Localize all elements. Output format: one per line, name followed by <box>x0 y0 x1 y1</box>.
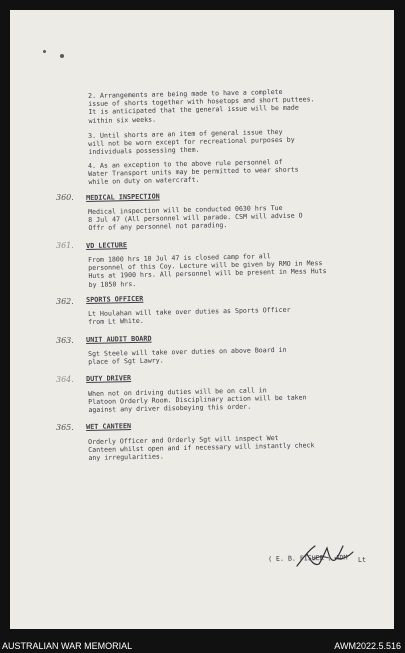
item-body: Sgt Steele will take over duties on above Board in place of Sgt Lawry. <box>88 345 287 367</box>
item-number: 363. <box>56 336 74 345</box>
punch-hole-mark <box>43 50 46 53</box>
paragraph-3: 3. Until shorts are an item of general issue they will not be worn except for recreational purposes by individuals possessing them. <box>88 127 295 157</box>
item-body: From 1800 hrs 10 Jul 47 is closed camp for all personnel of this Coy. Lecture will be given by RMO in Mess Huts at 1900 hrs. All personnel will be present in Mess Huts by 1850 hrs. <box>88 252 327 289</box>
item-heading-wet-canteen: WET CANTEEN <box>86 422 132 431</box>
item-heading-medical-inspection: MEDICAL INSPECTION <box>86 192 160 202</box>
item-heading-unit-audit-board: UNIT AUDIT BOARD <box>86 334 152 344</box>
item-number: 362. <box>56 297 74 306</box>
item-number: 364. <box>56 375 74 384</box>
item-number: 361. <box>56 241 74 250</box>
signatory-name: ( E. B. FISHER ) ADM <box>268 553 348 563</box>
signature-suffix: Lt <box>358 556 366 564</box>
item-body: Orderly Officer and Orderly Sgt will inspect Wet Canteen whilst open and if necessary will instantly check any irregularities. <box>88 434 315 463</box>
item-heading-vd-lecture: VD LECTURE <box>86 241 128 250</box>
item-number: 360. <box>56 193 74 202</box>
item-body: When not on driving duties will be on call in Platoon Orderly Room. Disciplinary action will be taken against any driver disobeying this order. <box>88 386 307 415</box>
paragraph-4: 4. As an exception to the above rule personnel of Water Transport units may be permitted to wear shorts while on duty on watercraft. <box>88 157 299 187</box>
paragraph-2: 2. Arrangements are being made to have a complete issue of shorts together with hosetops and short puttees. It is anticipated that the general issue will be made within six weeks. <box>88 87 315 125</box>
item-heading-sports-officer: SPORTS OFFICER <box>86 294 144 304</box>
footer-institution: AUSTRALIAN WAR MEMORIAL <box>2 641 133 651</box>
item-heading-duty-driver: DUTY DRIVER <box>86 374 132 383</box>
item-body: Lt Houlahan will take over duties as Sports Officer from Lt White. <box>88 305 291 327</box>
document-page <box>10 10 394 629</box>
item-body: Medical inspection will be conducted 0630 hrs Tue 8 Jul 47 (All personnel will parade. CSM will advise O Offr of any personnel not parading. <box>88 203 303 233</box>
footer-accession-number: AWM2022.5.516 <box>334 641 401 651</box>
item-number: 365. <box>56 423 74 432</box>
punch-hole-mark <box>60 54 64 58</box>
